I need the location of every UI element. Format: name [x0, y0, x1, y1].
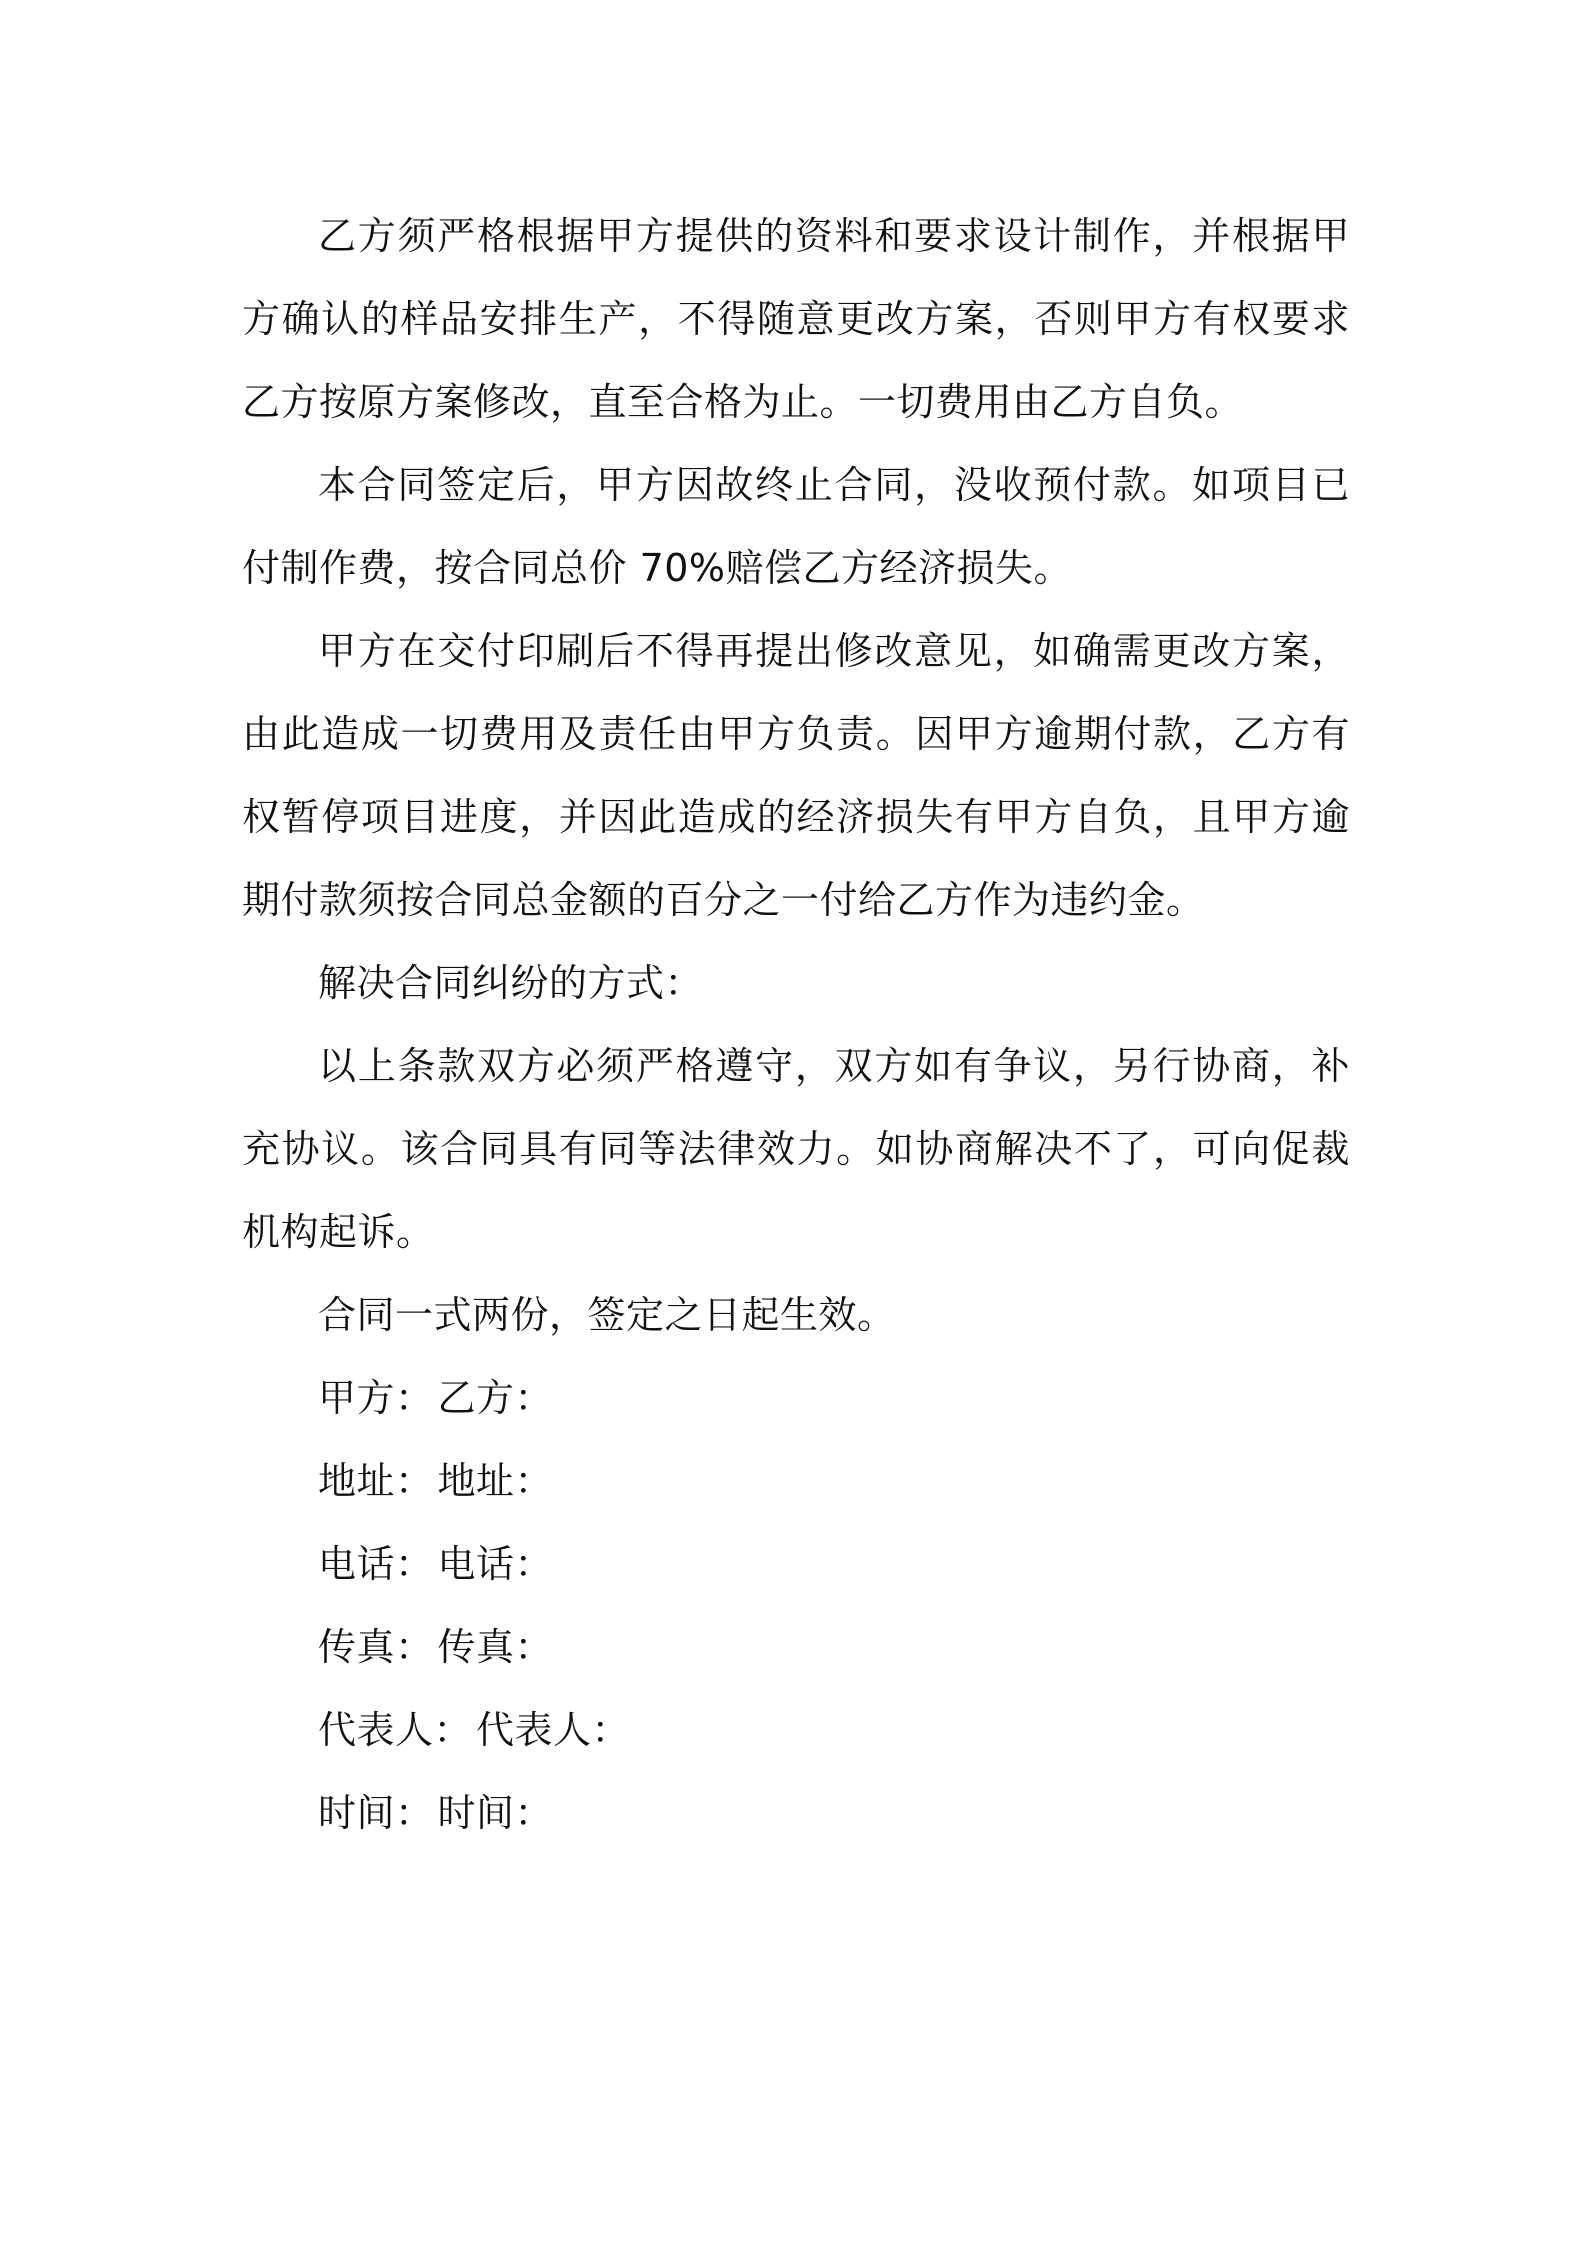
contract-body [242, 195, 1350, 1855]
signature-line-address [242, 1440, 1350, 1523]
paragraph-effectiveness: 合同一式两份，签定之日起生效。 [318, 1293, 896, 1337]
signature-line-time [242, 1772, 1350, 1855]
party-a-time-label: 时间： [318, 1791, 434, 1835]
paragraph-modification-late-payment: 甲方在交付印刷后不得再提出修改意见，如确需更改方案，由此造成一切费用及责任由甲方负责。因甲方逾期付款，乙方有权暂停项目进度，并因此造成的经济损失有甲方自负，且甲方逾期付款须按合同总金额的百分之一付给乙方作为违约金。 [242, 629, 1350, 922]
party-a-phone-label: 电话： [318, 1542, 434, 1586]
signature-line-fax [242, 1606, 1350, 1689]
signature-line-party [242, 1357, 1350, 1440]
party-b-address-label: 地址： [437, 1459, 554, 1503]
signature-block [242, 1357, 1350, 1855]
party-a-fax-label: 传真： [318, 1625, 434, 1669]
party-a-representative-label: 代表人： [318, 1708, 473, 1752]
paragraph-design-requirements: 乙方须严格根据甲方提供的资料和要求设计制作，并根据甲方确认的样品安排生产，不得随意更改方案，否则甲方有权要求乙方按原方案修改，直至合格为止。一切费用由乙方自负。 [242, 214, 1350, 424]
party-b-phone-label: 电话： [437, 1542, 554, 1586]
party-a-address-label: 地址： [318, 1459, 434, 1503]
party-a-label: 甲方： [318, 1376, 434, 1420]
party-b-time-label: 时间： [437, 1791, 554, 1835]
party-b-label: 乙方： [437, 1376, 554, 1420]
party-b-fax-label: 传真： [437, 1625, 554, 1669]
paragraph-termination-compensation: 本合同签定后，甲方因故终止合同，没收预付款。如项目已付制作费，按合同总价 70%赔偿乙方经济损失。 [242, 463, 1350, 590]
signature-line-representative [242, 1689, 1350, 1772]
paragraph-dispute-resolution: 以上条款双方必须严格遵守，双方如有争议，另行协商，补充协议。该合同具有同等法律效力。如协商解决不了，可向促裁机构起诉。 [242, 1044, 1350, 1254]
party-b-representative-label: 代表人： [476, 1708, 631, 1752]
signature-line-phone [242, 1523, 1350, 1606]
paragraph-dispute-heading: 解决合同纠纷的方式： [318, 961, 704, 1005]
